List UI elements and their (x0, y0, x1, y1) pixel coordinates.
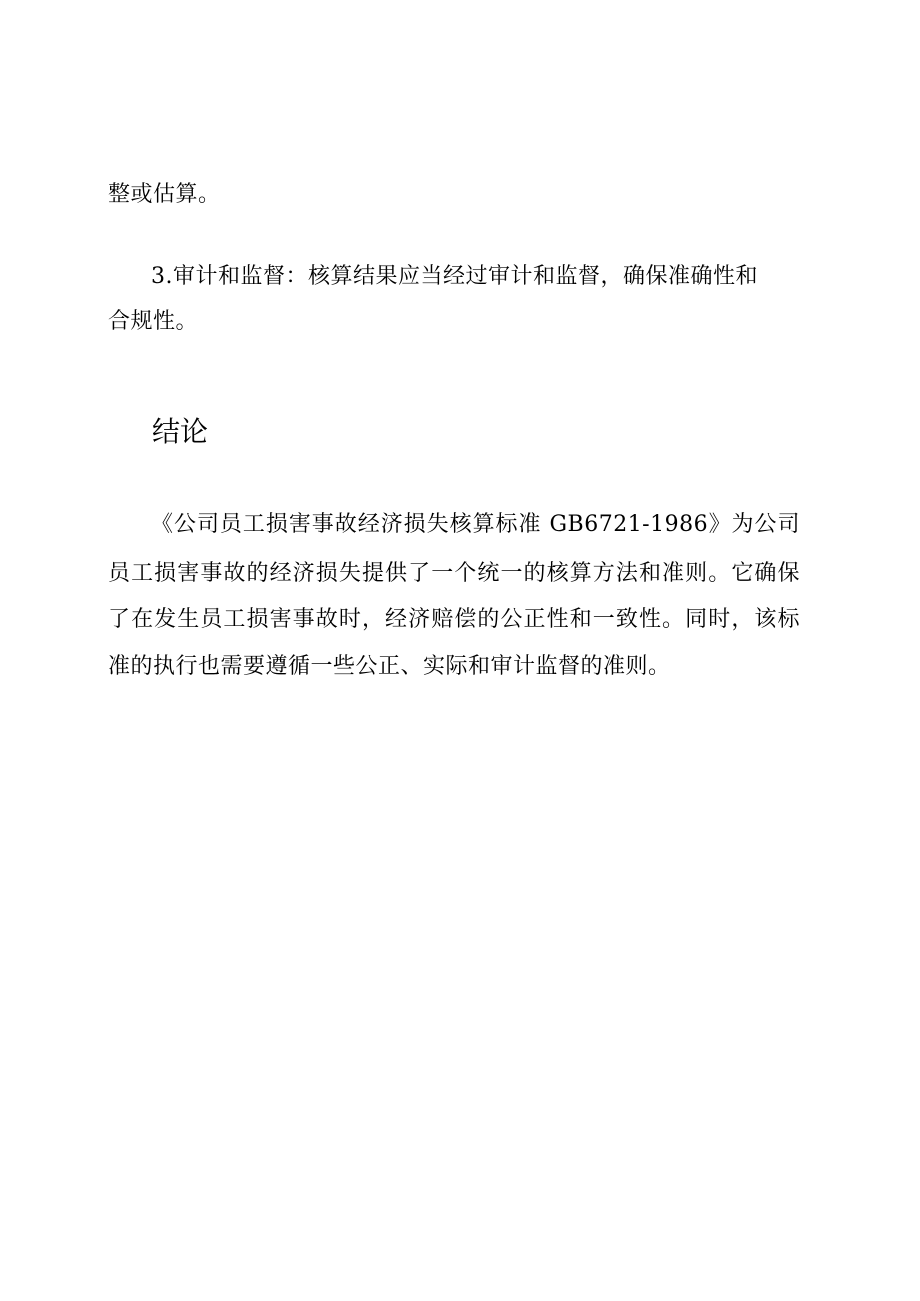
conclusion-line-4: 准的执行也需要遵循一些公正、实际和审计监督的准则。 (108, 654, 671, 679)
section-heading-conclusion: 结论 (152, 415, 209, 448)
conclusion-line-2: 员工损害事故的经济损失提供了一个统一的核算方法和准则。它确保 (108, 561, 800, 586)
conclusion-line-1: 《公司员工损害事故经济损失核算标准 GB6721-1986》为公司 (151, 512, 800, 537)
conclusion-line-3: 了在发生员工损害事故时，经济赔偿的公正性和一致性。同时，该标 (108, 607, 800, 632)
item-3-line-2: 合规性。 (108, 309, 199, 334)
paragraph-continuation: 整或估算。 (108, 182, 221, 207)
item-3-line-1: 3.审计和监督：核算结果应当经过审计和监督，确保准确性和 (151, 264, 758, 289)
